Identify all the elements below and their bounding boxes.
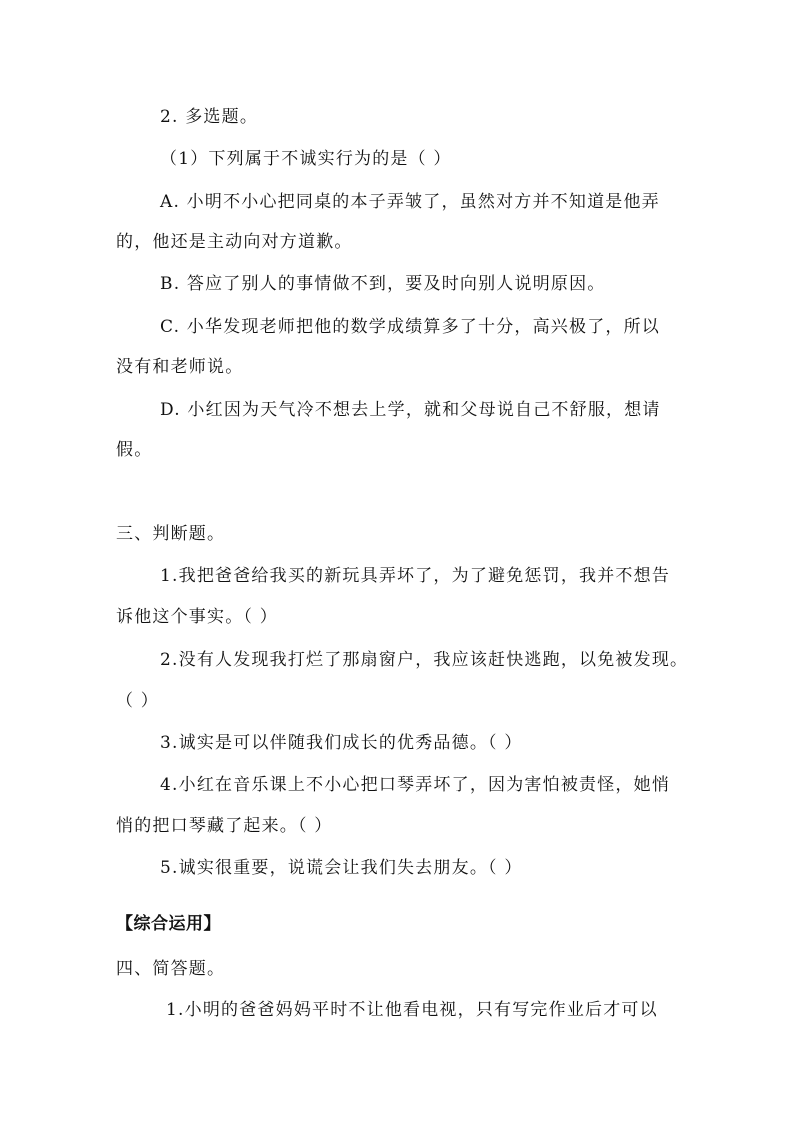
option-d-line1: D. 小红因为天气冷不想去上学，就和父母说自己不舒服，想请 <box>160 400 661 420</box>
short-answer-item-1-line1: 1.小明的爸爸妈妈平时不让他看电视，只有写完作业后才可以 <box>166 1000 658 1020</box>
section4-heading: 四、简答题。 <box>116 959 226 979</box>
option-d-line2: 假。 <box>116 440 153 460</box>
option-a-line2: 的，他还是主动向对方道歉。 <box>116 232 353 252</box>
judge-item-3: 3.诚实是可以伴随我们成长的优秀品德。（ ） <box>160 733 523 753</box>
judge-item-5: 5.诚实很重要，说谎会让我们失去朋友。（ ） <box>160 858 523 878</box>
option-c-line2: 没有和老师说。 <box>116 357 244 377</box>
judge-item-1-line1: 1.我把爸爸给我买的新玩具弄坏了，为了避免惩罚，我并不想告 <box>160 566 671 586</box>
section3-heading: 三、判断题。 <box>116 524 226 544</box>
comprehensive-label: 【综合运用】 <box>116 914 221 934</box>
judge-item-2-line2: （ ） <box>116 691 160 711</box>
judge-item-1-line2: 诉他这个事实。（ ） <box>116 607 278 627</box>
judge-item-4-line2: 悄的把口琴藏了起来。（ ） <box>116 816 333 836</box>
option-b: B. 答应了别人的事情做不到，要及时向别人说明原因。 <box>160 274 606 294</box>
judge-item-4-line1: 4.小红在音乐课上不小心把口琴弄坏了，因为害怕被责怪，她悄 <box>160 775 671 795</box>
question-stem: （1）下列属于不诚实行为的是（ ） <box>160 149 452 169</box>
option-a-line1: A. 小明不小心把同桌的本子弄皱了，虽然对方并不知道是他弄 <box>160 192 660 212</box>
judge-item-2-line1: 2.没有人发现我打烂了那扇窗户，我应该赶快逃跑，以免被发现。 <box>160 650 689 670</box>
option-c-line1: C. 小华发现老师把他的数学成绩算多了十分，高兴极了，所以 <box>160 317 661 337</box>
section2-heading: 2. 多选题。 <box>160 107 259 127</box>
